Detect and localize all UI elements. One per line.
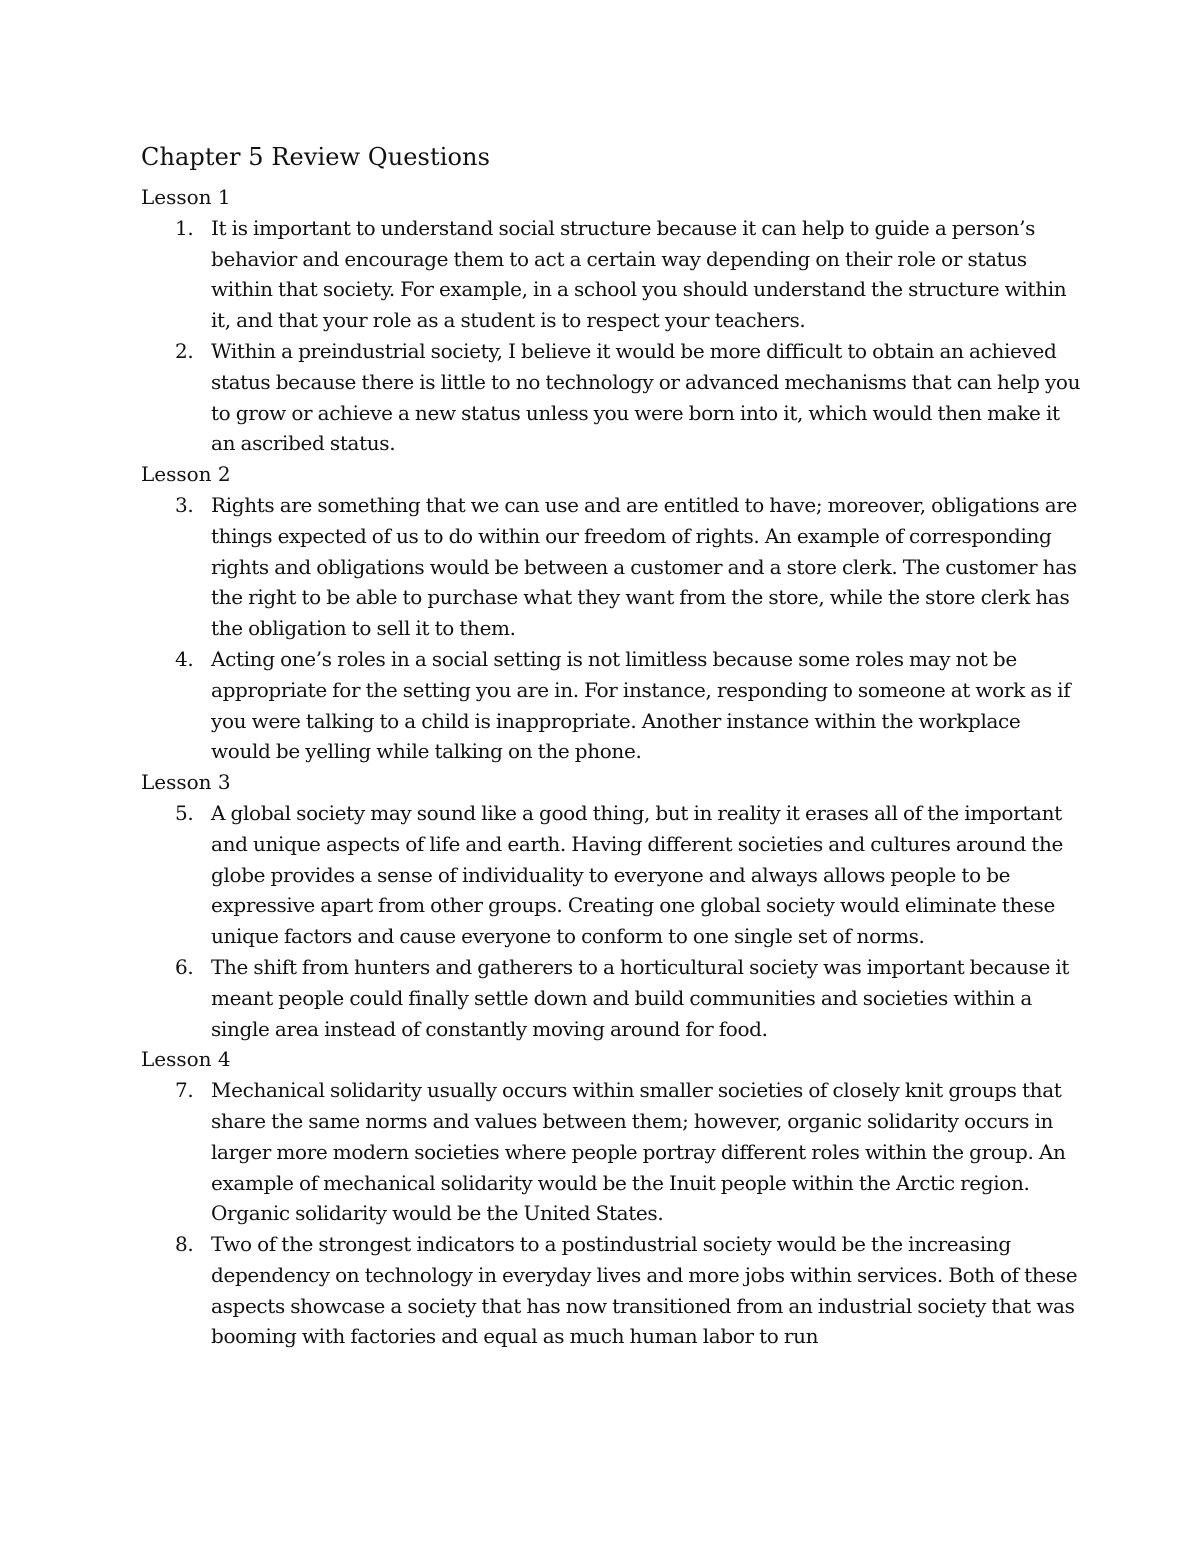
lesson-heading-2: Lesson 2 [141,462,231,487]
answer-item-7 [141,1075,1081,1229]
item-text: Mechanical solidarity usually occurs within smaller societies of closely knit groups that share the same norms and values between them; however, organic solidarity occurs in larger more modern societies where people portray different roles within the group. An example of mechanical solidarity would be the Inuit people within the Arctic region. Organic solidarity would be the United States. [211,1078,1066,1226]
item-number: 5. [175,800,194,825]
answer-item-3 [141,490,1081,644]
lesson-1-list [141,213,1081,459]
item-number: 7. [175,1078,194,1103]
answer-item-2 [141,336,1081,459]
answer-item-5 [141,798,1081,952]
lesson-4-list [141,1075,1081,1352]
item-number: 2. [175,338,194,363]
lesson-heading-1: Lesson 1 [141,185,231,209]
lesson-heading-3: Lesson 3 [141,770,231,795]
answer-item-6 [141,952,1081,1044]
item-number: 4. [175,646,194,671]
lesson-3-list [141,798,1081,1044]
lesson-2-list [141,490,1081,767]
answer-item-4 [141,644,1081,767]
item-text: It is important to understand social structure because it can help to guide a person’s behavior and encourage them to act a certain way depending on their role or status within that society. For example, in a school you should understand the structure within it, and that your role as a student is to respect your teachers. [211,215,1067,333]
item-number: 1. [175,215,194,240]
item-text: A global society may sound like a good thing, but in reality it erases all of the important and unique aspects of life and earth. Having different societies and cultures around the globe provides a sense of individuality to everyone and always allows people to be expressive apart from other groups. Creating one global society would eliminate these unique factors and cause everyone to conform to one single set of norms. [211,800,1064,949]
item-text: Acting one’s roles in a social setting is not limitless because some roles may not be appropriate for the setting you are in. For instance, responding to someone at work as if you were talking to a child is inappropriate. Another instance within the workplace would be yelling while talking on the phone. [211,646,1071,764]
answer-item-1 [141,213,1081,336]
document-page [141,140,1081,1352]
item-text: Within a preindustrial society, I believe it would be more difficult to obtain an achieved status because there is little to no technology or advanced mechanisms that can help you to grow or achieve a new status unless you were born into it, which would then make it an ascribed status. [211,338,1081,456]
item-text: Rights are something that we can use and are entitled to have; moreover, obligations are things expected of us to do within our freedom of rights. An example of corresponding rights and obligations would be between a customer and a store clerk. The customer has the right to be able to purchase what they want from the store, while the store clerk has the obligation to sell it to them. [211,492,1077,641]
item-text: The shift from hunters and gatherers to a horticultural society was important because it meant people could finally settle down and build communities and societies within a single area instead of constantly moving around for food. [211,954,1070,1041]
item-number: 3. [175,492,194,517]
item-number: 8. [175,1232,194,1257]
item-number: 6. [175,954,194,979]
item-text: Two of the strongest indicators to a postindustrial society would be the increasing dependency on technology in everyday lives and more jobs within services. Both of these aspects showcase a society that has now transitioned from an industrial society that was booming with factories and equal as much human labor to run [211,1232,1078,1349]
lesson-heading-4: Lesson 4 [141,1047,231,1072]
answer-item-8 [141,1229,1081,1352]
document-title: Chapter 5 Review Questions [141,143,491,171]
